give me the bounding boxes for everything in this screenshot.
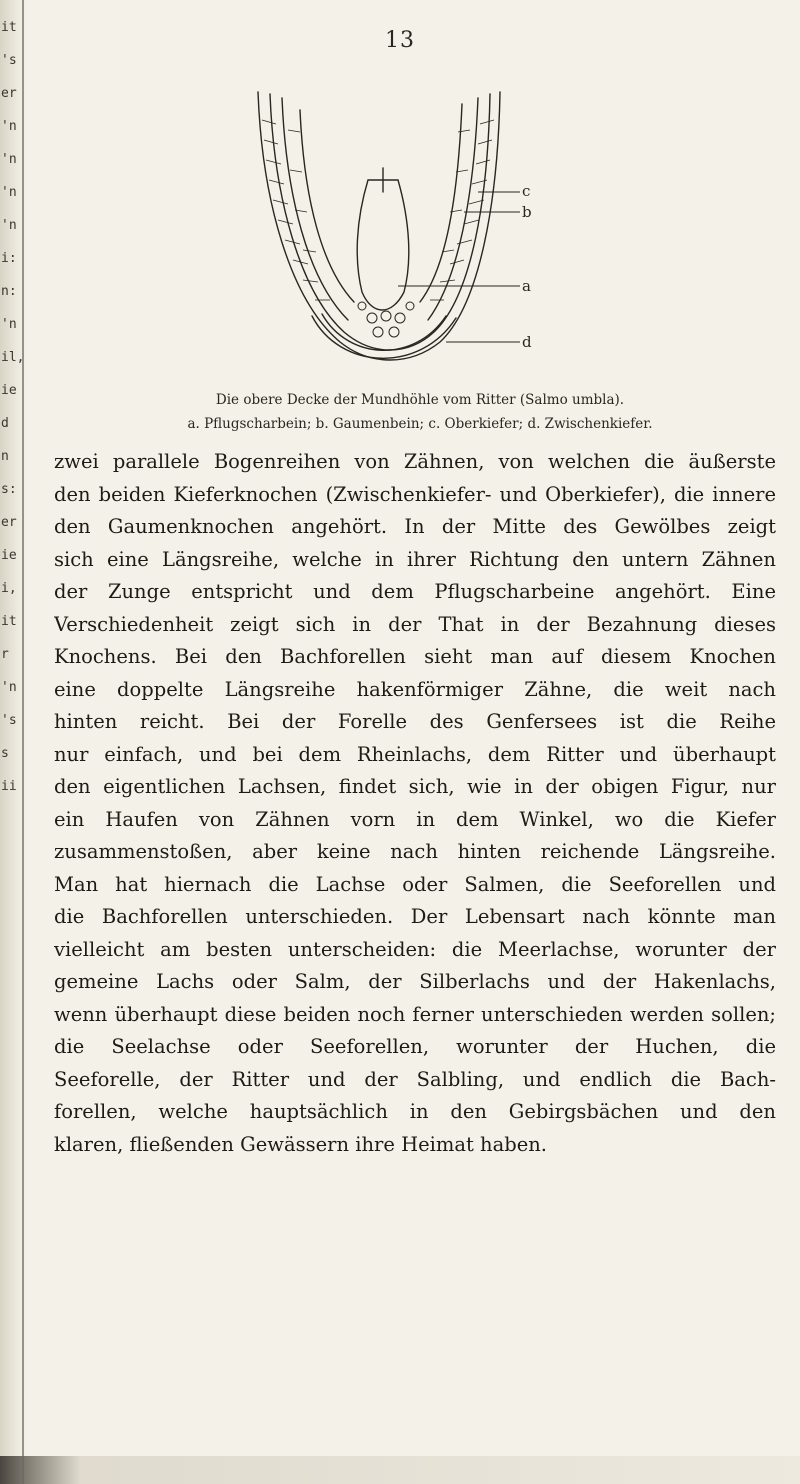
text-line: Seeforelle, der Ritter und der Salbling, und endlich die Bach- [54,1067,776,1091]
gutter-mark: ii [1,779,17,794]
text-line: den Gaumenknochen angehört. In der Mitte des Gewölbes zeigt [54,515,776,538]
gutter-mark: r [1,647,9,662]
gutter-mark: 'n [1,185,17,200]
gutter-mark: 'n [1,317,17,332]
text-line: den eigentlichen Lachsen, findet sich, wie in der obigen Figur, nur [54,775,776,798]
gutter-mark: i: [1,251,17,266]
text-line: sich eine Längsreihe, welche in ihrer Richtung den untern Zähnen [54,547,776,571]
gutter-mark: it [1,20,17,35]
gutter-mark: 'n [1,119,17,134]
text-line: wenn überhaupt diese beiden noch ferner unterschieden werden sollen; [54,1002,776,1026]
gutter-mark: 's [1,53,17,68]
text-line: Man hat hiernach die Lachse oder Salmen, die Seeforellen und [54,872,776,896]
gutter-mark: d [1,416,9,431]
text-line: ein Haufen von Zähnen vorn in dem Winkel, wo die Kiefer [54,807,776,831]
body-paragraph [54,446,776,1161]
page-bottom-edge [0,1456,800,1484]
label-leaders [398,192,520,342]
figure-label-d: d [522,333,532,351]
text-line: vielleicht am besten unterscheiden: die Meerlachse, worunter der [54,937,776,961]
palatine-right [420,104,462,302]
maxilla-right [428,98,478,320]
gutter-mark: il, [1,350,25,365]
mouth-roof-illustration [0,80,800,380]
text-line: gemeine Lachs oder Salm, der Silberlachs und der Hakenlachs, [54,970,776,993]
text-line: Verschiedenheit zeigt sich in der That in der Bezahnung dieses [54,612,776,636]
maxilla-left [282,98,348,320]
text-line: der Zunge entspricht und dem Pflugscharbeine angehört. Eine [54,580,776,603]
text-line: forellen, welche hauptsächlich in den Gebirgsbächen und den [54,1100,776,1123]
text-line: zwei parallele Bogenreihen von Zähnen, von welchen die äußerste [54,450,776,473]
gutter-mark: er [1,515,17,530]
text-line: nur einfach, und bei dem Rheinlachs, dem Ritter und überhaupt [54,742,776,766]
premaxilla-arc-inner [322,314,446,350]
gutter-mark: s: [1,482,17,497]
gutter-mark: s [1,746,9,761]
gutter-mark: 'n [1,218,17,233]
figure-label-a: a [522,277,531,295]
gutter-mark: ie [1,548,17,563]
figure-caption [60,388,780,436]
teeth-cluster [358,302,414,337]
gutter-mark: er [1,86,17,101]
text-line: die Bachforellen unterschieden. Der Lebensart nach könnte man [54,905,776,928]
text-line: zusammenstoßen, aber keine nach hinten reichende Längsreihe. [54,840,776,863]
page-number: 13 [385,28,415,53]
gutter-mark: i, [1,581,17,596]
text-line: die Seelachse oder Seeforellen, worunter der Huchen, die [54,1035,776,1058]
caption-title: Die obere Decke der Mundhöhle vom Ritter (Salmo umbla). [215,392,625,408]
text-line: den beiden Kieferknochen (Zwischenkiefer- und Oberkiefer), die innere [54,482,776,506]
gutter-mark: ie [1,383,17,398]
text-line: Knochens. Bei den Bachforellen sieht man auf diesem Knochen [54,645,776,668]
palatine-left [300,110,354,302]
vomer-outline [357,180,409,310]
figure-label-c: c [522,182,531,200]
hatching-right [430,120,494,300]
gutter-mark: 's [1,713,17,728]
text-line: klaren, fließenden Gewässern ihre Heimat haben. [54,1132,548,1156]
gutter-mark: 'n [1,680,17,695]
gutter-mark: n: [1,284,17,299]
text-line: hinten reicht. Bei der Forelle des Genfersees ist die Reihe [54,710,776,733]
hatching-left [262,120,330,300]
figure-mouth-roof [0,80,800,380]
outer-jaw-outline-inner [270,94,490,350]
gutter-mark: n [1,449,9,464]
text-line: eine doppelte Längsreihe hakenförmiger Zähne, die weit nach [54,677,776,701]
gutter-mark: 'n [1,152,17,167]
figure-label-b: b [522,203,532,221]
gutter-mark: it [1,614,17,629]
caption-legend: a. Pflugscharbein; b. Gaumenbein; c. Oberkiefer; d. Zwischenkiefer. [187,416,653,432]
